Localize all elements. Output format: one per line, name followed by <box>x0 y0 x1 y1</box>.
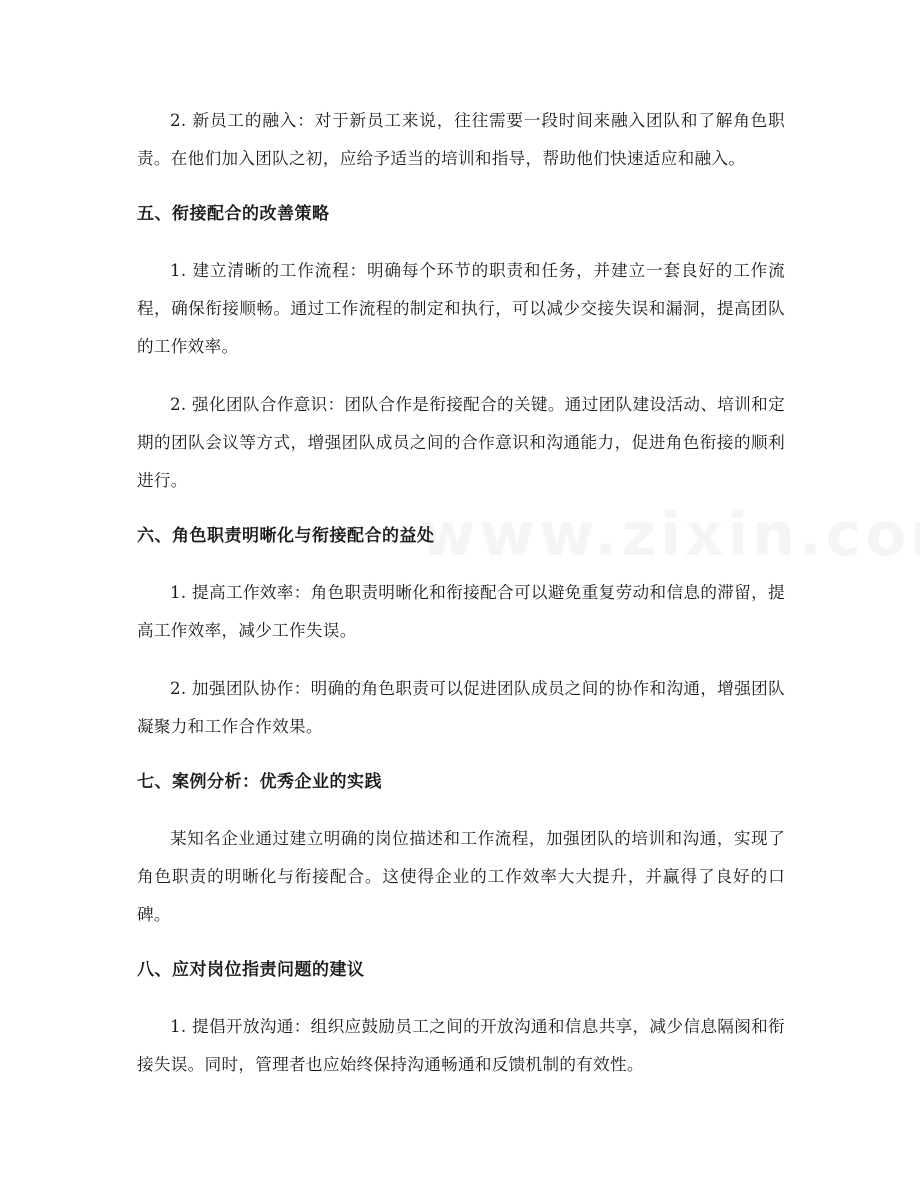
paragraph-team-collaboration: 2. 加强团队协作：明确的角色职责可以促进团队成员之间的协作和沟通，增强团队凝聚力和工作合作效果。 <box>137 679 785 736</box>
paragraph-case-study: 某知名企业通过建立明确的岗位描述和工作流程，加强团队的培训和沟通，实现了角色职责的明晰化与衔接配合。这使得企业的工作效率大大提升，并赢得了良好的口碑。 <box>137 829 785 924</box>
paragraph-new-employee-integration: 2. 新员工的融入：对于新员工来说，往往需要一段时间来融入团队和了解角色职责。在他们加入团队之初，应给予适当的培训和指导，帮助他们快速适应和融入。 <box>137 111 785 168</box>
paragraph-team-cooperation: 2. 强化团队合作意识：团队合作是衔接配合的关键。通过团队建设活动、培训和定期的团队会议等方式，增强团队成员之间的合作意识和沟通能力，促进角色衔接的顺利进行。 <box>137 395 785 490</box>
section-heading-5: 五、衔接配合的改善策略 <box>137 204 330 224</box>
paragraph-work-efficiency: 1. 提高工作效率：角色职责明晰化和衔接配合可以避免重复劳动和信息的滞留，提高工作效率，减少工作失误。 <box>137 583 785 640</box>
paragraph-open-communication: 1. 提倡开放沟通：组织应鼓励员工之间的开放沟通和信息共享，减少信息隔阂和衔接失误。同时，管理者也应始终保持沟通畅通和反馈机制的有效性。 <box>137 1017 785 1074</box>
paragraph-clear-workflow: 1. 建立清晰的工作流程：明确每个环节的职责和任务，并建立一套良好的工作流程，确保衔接顺畅。通过工作流程的制定和执行，可以减少交接失误和漏洞，提高团队的工作效率。 <box>137 261 785 356</box>
section-heading-7: 七、案例分析：优秀企业的实践 <box>137 772 382 792</box>
document-body <box>137 102 785 1104</box>
section-heading-8: 八、应对岗位指责问题的建议 <box>137 960 365 980</box>
section-heading-6: 六、角色职责明晰化与衔接配合的益处 <box>137 526 435 546</box>
